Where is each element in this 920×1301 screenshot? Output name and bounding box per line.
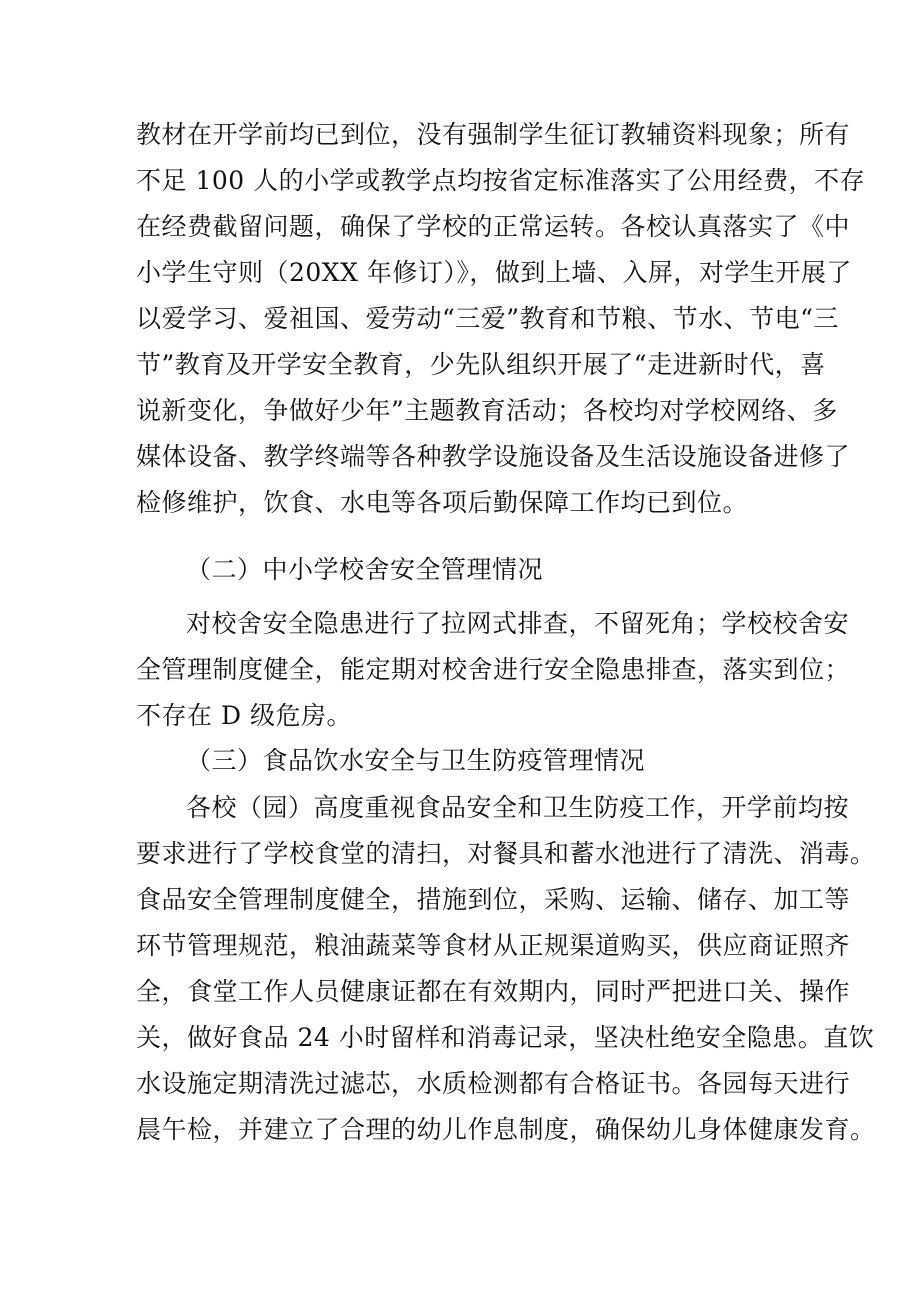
paragraph-1-line-4: 小学生守则（20XX 年修订）》，做到上墙、入屏，对学生开展了 [136, 258, 852, 287]
paragraph-3-line-1: 各校（园）高度重视食品安全和卫生防疫工作，开学前均按 [186, 793, 850, 822]
section-heading-3: （三）食品饮水安全与卫生防疫管理情况 [186, 746, 646, 775]
section-heading-2: （二）中小学校舍安全管理情况 [186, 555, 544, 584]
paragraph-2-line-1: 对校舍安全隐患进行了拉网式排查，不留死角；学校校舍安 [186, 609, 850, 638]
paragraph-1-line-7: 说新变化，争做好少年”主题教育活动；各校均对学校网络、多 [136, 396, 838, 425]
paragraph-3-line-5: 全，食堂工作人员健康证都在有效期内，同时严把进口关、操作 [136, 977, 851, 1006]
paragraph-3-line-8: 晨午检，并建立了合理的幼儿作息制度，确保幼儿身体健康发育。 [136, 1115, 876, 1144]
paragraph-3-line-4: 环节管理规范，粮油蔬菜等食材从正规渠道购买，供应商证照齐 [136, 931, 851, 960]
paragraph-1-line-5: 以爱学习、爱祖国、爱劳动“三爱”教育和节粮、节水、节电“三 [136, 304, 839, 333]
paragraph-1-line-6: 节”教育及开学安全教育，少先队组织开展了“走进新时代，喜 [136, 350, 826, 379]
paragraph-1-line-9: 检修维护，饮食、水电等各项后勤保障工作均已到位。 [136, 488, 749, 517]
paragraph-1-line-1: 教材在开学前均已到位，没有强制学生征订教辅资料现象；所有 [136, 120, 851, 149]
paragraph-1-line-3: 在经费截留问题，确保了学校的正常运转。各校认真落实了《中 [136, 212, 851, 241]
paragraph-3-line-3: 食品安全管理制度健全，措施到位，采购、运输、储存、加工等 [136, 885, 851, 914]
paragraph-1-line-8: 媒体设备、教学终端等各种教学设施设备及生活设施设备进修了 [136, 442, 851, 471]
paragraph-1-line-2: 不足 100 人的小学或教学点均按省定标准落实了公用经费，不存 [136, 166, 866, 195]
paragraph-2-line-3: 不存在 D 级危房。 [136, 701, 352, 730]
paragraph-2-line-2: 全管理制度健全，能定期对校舍进行安全隐患排查，落实到位； [136, 655, 851, 684]
paragraph-3-line-2: 要求进行了学校食堂的清扫，对餐具和蓄水池进行了清洗、消毒。 [136, 839, 876, 868]
paragraph-3-line-7: 水设施定期清洗过滤芯，水质检测都有合格证书。各园每天进行 [136, 1069, 851, 1098]
paragraph-3-line-6: 关，做好食品 24 小时留样和消毒记录，坚决杜绝安全隐患。直饮 [136, 1023, 875, 1052]
